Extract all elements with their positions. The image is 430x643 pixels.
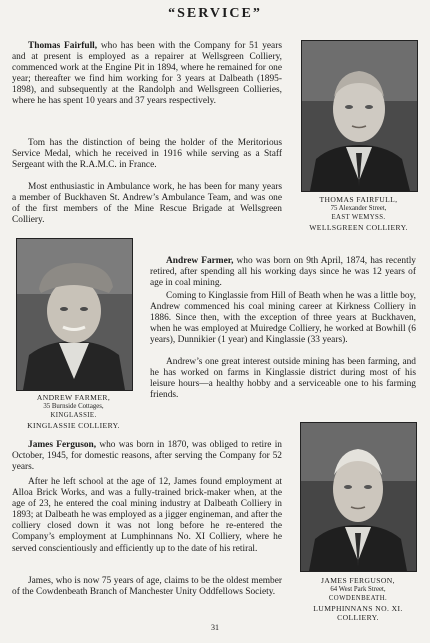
page-number: 31 <box>211 623 219 632</box>
farmer-caption <box>8 393 139 430</box>
farmer-portrait-image <box>17 239 132 390</box>
fairfull-paragraph-1-text: who has been with the Company for 51 years and at present is employed as a repairer at Wellsgreen Colliery, commenced work at the Engine Pit in 1894, where he remained for one year; thereafter we find him working for 3 years at Dalbeath (1895-1898), and subsequently at the Randolph and Wellsgreen Collieries, where he has spent 10 years and 37 years respectively. <box>12 41 282 107</box>
ferguson-caption-address: 64 West Park Street, <box>330 586 386 594</box>
ferguson-paragraph-2: After he left school at the age of 12, James found employment at Alloa Brick Works, and was a fully-trained brick-maker when, at the age of 23, he entered the coal mining industry at Dalbeath Colliery in 1893; at Dalbeath he was employed as a jigger engineman, and after the colliery closed down it was not long before he re-entered the Company’s employment at Lumphinnans No. XI Colliery, where he served conscientiously and efficiently up to the date of his retiral. <box>12 477 282 554</box>
farmer-paragraph-1-text: who was born on 9th April, 1874, has recently retired, after spending all his working days since he was 12 years of age in coal mining. <box>150 256 416 289</box>
fairfull-caption <box>296 195 421 232</box>
farmer-paragraph-1 <box>150 256 416 289</box>
ferguson-caption-colliery: LUMPHINNANS NO. XI. COLLIERY. <box>313 603 403 622</box>
ferguson-caption-name: JAMES FERGUSON, <box>321 576 395 585</box>
fairfull-paragraph-2: Tom has the distinction of being the holder of the Meritorious Service Medal, which he received in 1916 while serving as a Staff Sergeant with the R.A.M.C. in France. <box>12 138 282 171</box>
farmer-name: Andrew Farmer, <box>166 256 234 266</box>
ferguson-portrait-photo <box>300 422 417 572</box>
ferguson-portrait-image <box>301 423 416 571</box>
fairfull-caption-address: 75 Alexander Street, <box>330 205 387 213</box>
fairfull-name: Thomas Fairfull, <box>28 41 98 51</box>
farmer-paragraph-3: Andrew’s one great interest outside mining has been farming, and he has worked on farms in Kinglassie district during most of his leisure hours—a healthy hobby and a serviceable one to his farming friends. <box>150 357 416 401</box>
fairfull-portrait-image <box>302 41 417 191</box>
ferguson-caption-town: COWDENBEATH. <box>328 595 388 603</box>
ferguson-paragraph-3: James, who is now 75 years of age, claims to be the oldest member of the Cowdenbeath Branch of Manchester Unity Oddfellows Society. <box>12 576 282 598</box>
fairfull-portrait-photo <box>301 40 418 192</box>
fairfull-paragraph-3: Most enthusiastic in Ambulance work, he has been for many years a member of Buckhaven St. Andrew’s Ambulance Team, and was one of the first members of the Mine Rescue Brigade at Wellsgreen Colliery. <box>12 182 282 226</box>
farmer-caption-name: ANDREW FARMER, <box>36 393 111 402</box>
farmer-caption-address: 35 Burnside Cottages, <box>43 403 104 411</box>
farmer-portrait-photo <box>16 238 133 391</box>
ferguson-caption <box>294 576 422 622</box>
fairfull-paragraph-1 <box>12 41 282 108</box>
ferguson-name: James Ferguson, <box>28 440 97 450</box>
farmer-caption-town: KINGLASSIE. <box>50 412 97 420</box>
page-title: “SERVICE” <box>168 6 262 21</box>
fairfull-caption-town: EAST WEMYSS. <box>331 214 386 222</box>
ferguson-paragraph-1-text: who was born in 1870, was obliged to retire in October, 1945, for domestic reasons, after serving the Company for 52 years. <box>12 440 282 473</box>
farmer-caption-colliery: KINGLASSIE COLLIERY. <box>27 420 120 430</box>
fairfull-caption-colliery: WELLSGREEN COLLIERY. <box>309 222 408 232</box>
farmer-paragraph-2: Coming to Kinglassie from Hill of Beath when he was a little boy, Andrew commenced his coal mining career at Kirkness Colliery in 1886. Since then, with the exception of three years at Buckhaven, when he was employed at Muiredge Colliery, he worked at Bowhill (6 years), Dunnikier (1 year) and Kinglassie (33 years). <box>150 291 416 346</box>
fairfull-caption-name: THOMAS FAIRFULL, <box>319 195 398 204</box>
ferguson-paragraph-1 <box>12 440 282 473</box>
